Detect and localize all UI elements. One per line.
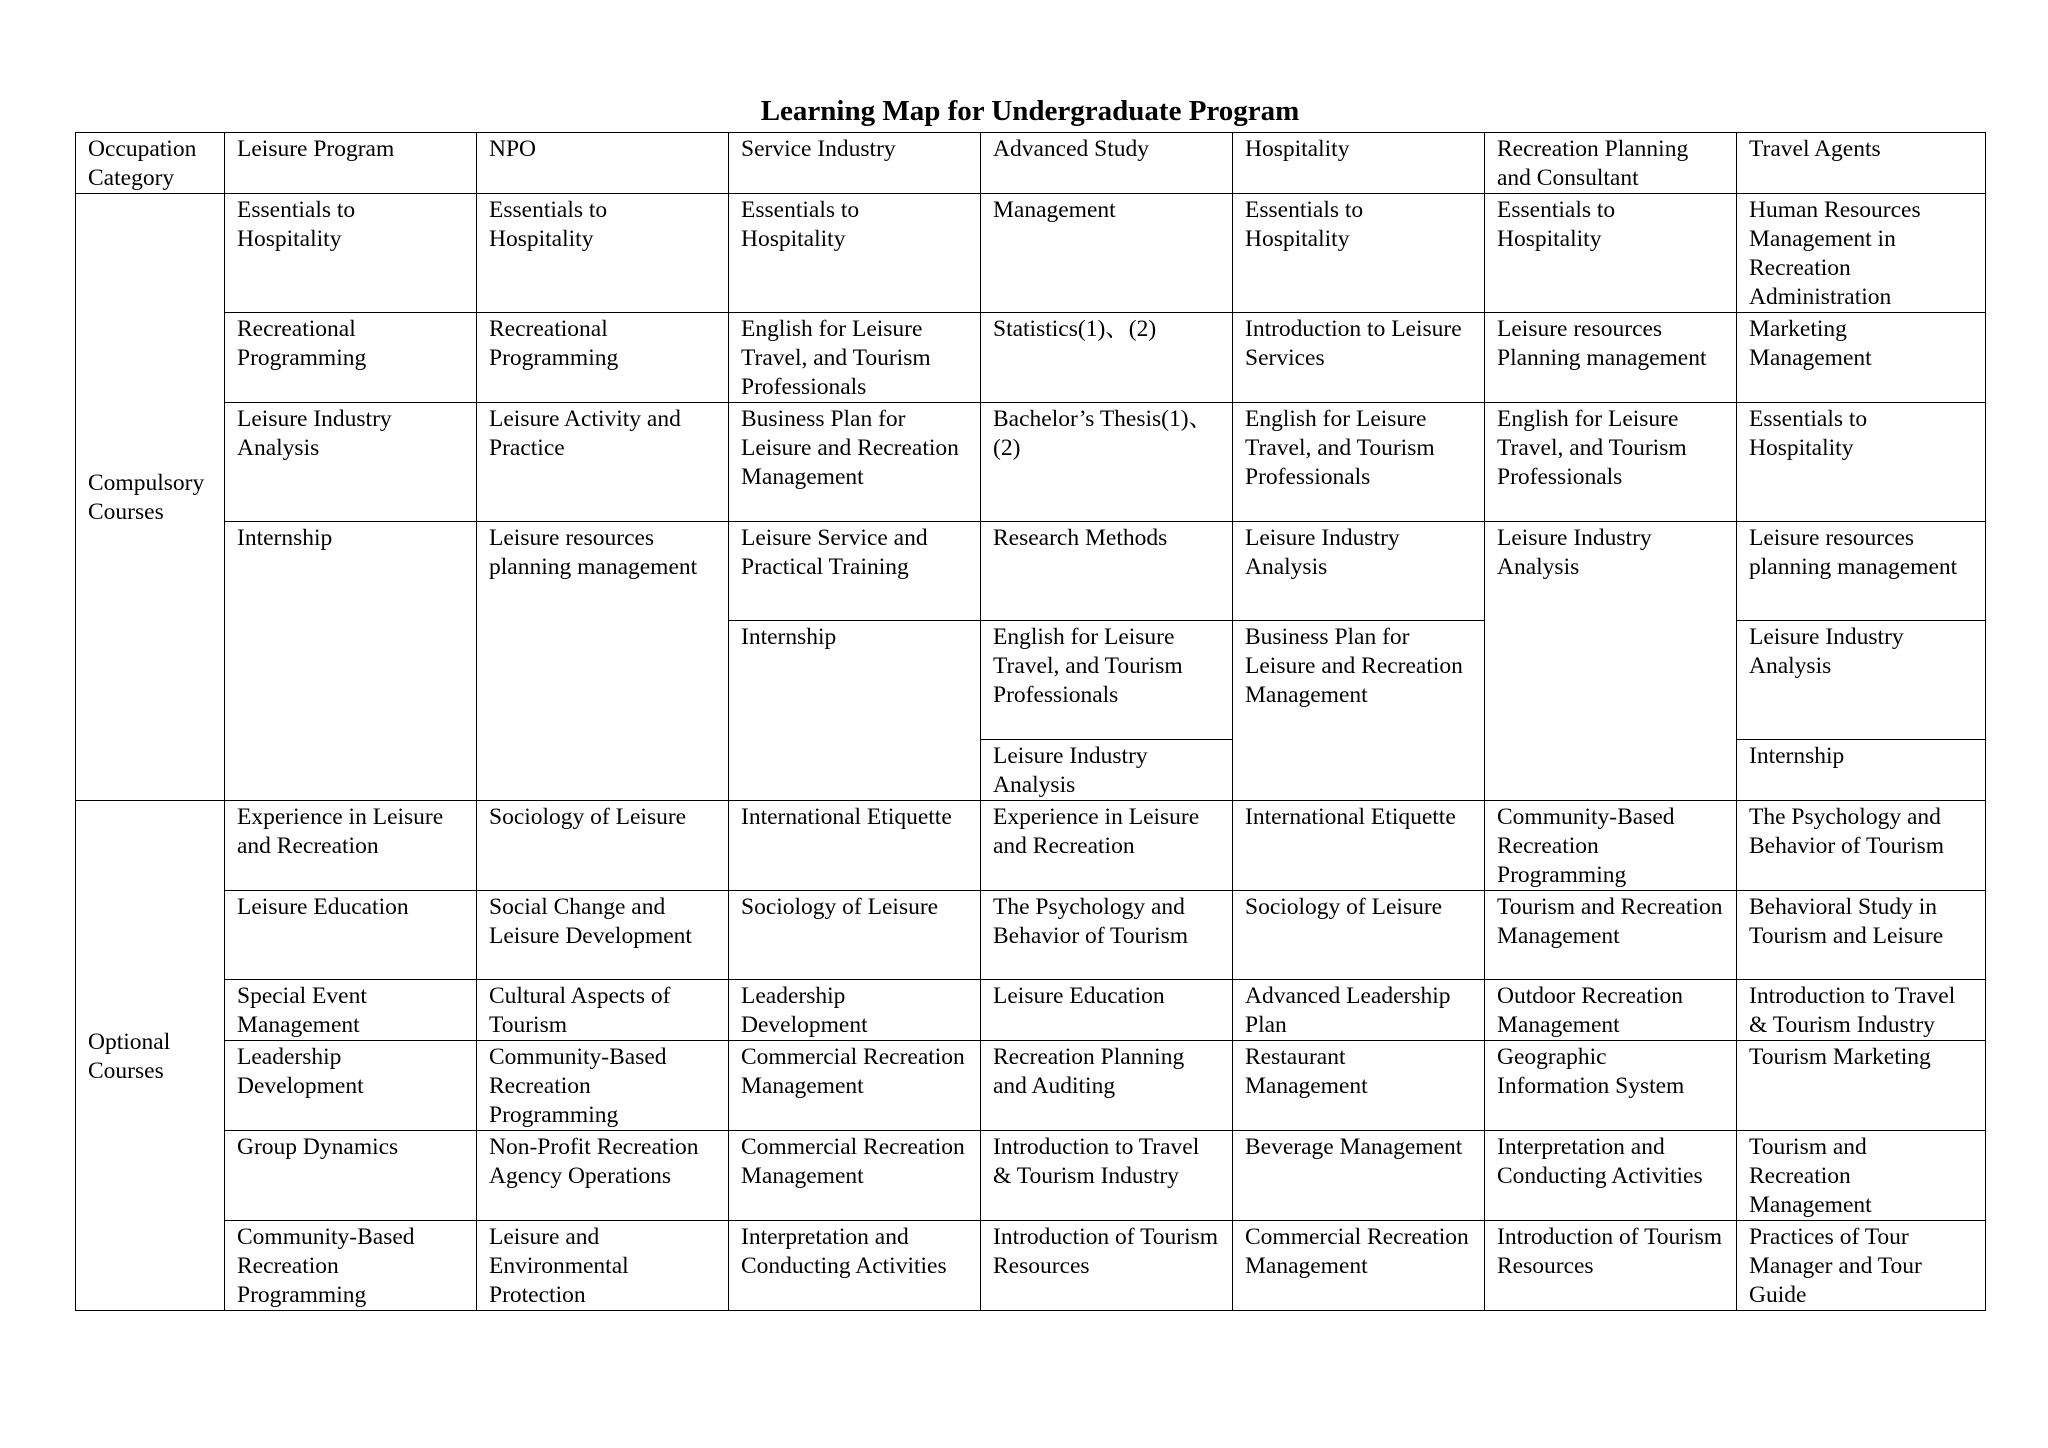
course-cell: Leisure Industry Analysis xyxy=(225,403,477,522)
course-cell: Leadership Development xyxy=(729,980,981,1041)
course-cell: Essentials to Hospitality xyxy=(1485,194,1737,313)
course-cell: Management xyxy=(981,194,1233,313)
course-cell: Cultural Aspects of Tourism xyxy=(477,980,729,1041)
course-cell: Leisure and Environmental Protection xyxy=(477,1221,729,1311)
table-row xyxy=(76,1131,1986,1221)
course-cell: Tourism and Recreation Management xyxy=(1485,891,1737,980)
course-cell: Essentials to Hospitality xyxy=(477,194,729,313)
course-cell: Practices of Tour Manager and Tour Guide xyxy=(1737,1221,1986,1311)
header-service-industry: Service Industry xyxy=(729,133,981,194)
course-cell: Tourism Marketing xyxy=(1737,1041,1986,1131)
course-cell: Business Plan for Leisure and Recreation Management xyxy=(1233,621,1485,801)
learning-map-table xyxy=(75,132,1986,1311)
course-cell: Leisure Service and Practical Training xyxy=(729,522,981,621)
page-title: Learning Map for Undergraduate Program xyxy=(760,95,1300,127)
course-cell: Non-Profit Recreation Agency Operations xyxy=(477,1131,729,1221)
course-cell: Introduction to Leisure Services xyxy=(1233,313,1485,403)
optional-category-cell: Optional Courses xyxy=(76,801,225,1311)
course-cell: Interpretation and Conducting Activities xyxy=(1485,1131,1737,1221)
course-cell: Leisure Industry Analysis xyxy=(1233,522,1485,621)
course-cell: English for Leisure Travel, and Tourism Professionals xyxy=(1485,403,1737,522)
table-row xyxy=(76,403,1986,522)
header-recreation-planning: Recreation Planning and Consultant xyxy=(1485,133,1737,194)
course-cell: Experience in Leisure and Recreation xyxy=(981,801,1233,891)
course-cell: Leisure Education xyxy=(225,891,477,980)
course-cell: Research Methods xyxy=(981,522,1233,621)
course-cell: Introduction to Travel & Tourism Industry xyxy=(1737,980,1986,1041)
course-cell: Beverage Management xyxy=(1233,1131,1485,1221)
course-cell: Behavioral Study in Tourism and Leisure xyxy=(1737,891,1986,980)
course-cell: Recreational Programming xyxy=(477,313,729,403)
course-cell: Introduction to Travel & Tourism Industry xyxy=(981,1131,1233,1221)
course-cell: Commercial Recreation Management xyxy=(1233,1221,1485,1311)
course-cell: Geographic Information System xyxy=(1485,1041,1737,1131)
course-cell: Leisure Industry Analysis xyxy=(981,740,1233,801)
course-cell: Statistics(1)、(2) xyxy=(981,313,1233,403)
course-cell: Leisure Education xyxy=(981,980,1233,1041)
course-cell: Recreational Programming xyxy=(225,313,477,403)
course-cell: Essentials to Hospitality xyxy=(1233,194,1485,313)
course-cell: Internship xyxy=(225,522,477,801)
header-npo: NPO xyxy=(477,133,729,194)
course-cell: Bachelor’s Thesis(1)、(2) xyxy=(981,403,1233,522)
course-cell: Leisure Activity and Practice xyxy=(477,403,729,522)
header-category-cell: Occupation Category xyxy=(76,133,225,194)
course-cell: Internship xyxy=(1737,740,1986,801)
course-cell: Internship xyxy=(729,621,981,801)
course-cell: Essentials to Hospitality xyxy=(1737,403,1986,522)
course-cell: Sociology of Leisure xyxy=(729,891,981,980)
course-cell: Interpretation and Conducting Activities xyxy=(729,1221,981,1311)
course-cell: Sociology of Leisure xyxy=(477,801,729,891)
course-cell: Commercial Recreation Management xyxy=(729,1131,981,1221)
table-row xyxy=(76,891,1986,980)
course-cell: Special Event Management xyxy=(225,980,477,1041)
course-cell: The Psychology and Behavior of Tourism xyxy=(1737,801,1986,891)
course-cell: Tourism and Recreation Management xyxy=(1737,1131,1986,1221)
header-hospitality: Hospitality xyxy=(1233,133,1485,194)
table-row xyxy=(76,1221,1986,1311)
course-cell: Advanced Leadership Plan xyxy=(1233,980,1485,1041)
course-cell: Community-Based Recreation Programming xyxy=(477,1041,729,1131)
table-row xyxy=(76,194,1986,313)
course-cell: International Etiquette xyxy=(729,801,981,891)
course-cell: Community-Based Recreation Programming xyxy=(1485,801,1737,891)
table-row xyxy=(76,522,1986,621)
course-cell: Leisure Industry Analysis xyxy=(1485,522,1737,801)
course-cell: The Psychology and Behavior of Tourism xyxy=(981,891,1233,980)
table-row xyxy=(76,980,1986,1041)
header-travel-agents: Travel Agents xyxy=(1737,133,1986,194)
course-cell: Introduction of Tourism Resources xyxy=(981,1221,1233,1311)
table-row xyxy=(76,313,1986,403)
course-cell: Essentials to Hospitality xyxy=(225,194,477,313)
course-cell: Essentials to Hospitality xyxy=(729,194,981,313)
course-cell: Marketing Management xyxy=(1737,313,1986,403)
course-cell: Introduction of Tourism Resources xyxy=(1485,1221,1737,1311)
header-row xyxy=(76,133,1986,194)
header-leisure-program: Leisure Program xyxy=(225,133,477,194)
course-cell: English for Leisure Travel, and Tourism Professionals xyxy=(729,313,981,403)
course-cell: Leisure Industry Analysis xyxy=(1737,621,1986,740)
course-cell: Sociology of Leisure xyxy=(1233,891,1485,980)
course-cell: International Etiquette xyxy=(1233,801,1485,891)
header-advanced-study: Advanced Study xyxy=(981,133,1233,194)
course-cell: Commercial Recreation Management xyxy=(729,1041,981,1131)
course-cell: Leisure resources Planning management xyxy=(1485,313,1737,403)
course-cell: English for Leisure Travel, and Tourism Professionals xyxy=(981,621,1233,740)
course-cell: English for Leisure Travel, and Tourism Professionals xyxy=(1233,403,1485,522)
course-cell: Outdoor Recreation Management xyxy=(1485,980,1737,1041)
course-cell: Leisure resources planning management xyxy=(1737,522,1986,621)
course-cell: Leadership Development xyxy=(225,1041,477,1131)
compulsory-category-cell: Compulsory Courses xyxy=(76,194,225,801)
course-cell: Business Plan for Leisure and Recreation Management xyxy=(729,403,981,522)
course-cell: Social Change and Leisure Development xyxy=(477,891,729,980)
course-cell: Recreation Planning and Auditing xyxy=(981,1041,1233,1131)
course-cell: Group Dynamics xyxy=(225,1131,477,1221)
course-cell: Restaurant Management xyxy=(1233,1041,1485,1131)
course-cell: Human Resources Management in Recreation Administration xyxy=(1737,194,1986,313)
course-cell: Experience in Leisure and Recreation xyxy=(225,801,477,891)
course-cell: Leisure resources planning management xyxy=(477,522,729,801)
table-row xyxy=(76,801,1986,891)
course-cell: Community-Based Recreation Programming xyxy=(225,1221,477,1311)
table-row xyxy=(76,1041,1986,1131)
